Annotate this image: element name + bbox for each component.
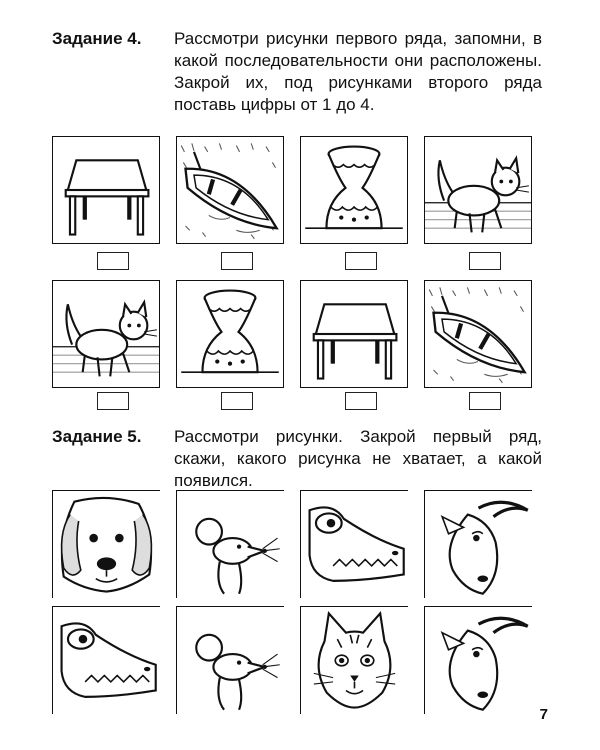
- task5-row1-dog: [52, 490, 160, 598]
- crocodile-icon: [53, 607, 160, 714]
- answer-box[interactable]: [345, 392, 377, 410]
- vase-icon: [177, 281, 283, 387]
- cat-icon: [53, 281, 159, 387]
- task5-row2-goat: [424, 606, 532, 714]
- task4-row1-table: [52, 136, 160, 244]
- answer-box[interactable]: [345, 252, 377, 270]
- task5-row1-goat: [424, 490, 532, 598]
- answer-box[interactable]: [469, 392, 501, 410]
- page-number: 7: [539, 706, 548, 723]
- cat-icon: [425, 137, 531, 243]
- cat-face-icon: [301, 607, 408, 714]
- task-5-label: Задание 5.: [52, 427, 142, 446]
- task5-row1-mouse: [176, 490, 284, 598]
- task4-row1-vase: [300, 136, 408, 244]
- task4-row2-cat: [52, 280, 160, 388]
- task5-row2-cat: [300, 606, 408, 714]
- task5-row2-crocodile: [52, 606, 160, 714]
- mouse-icon: [177, 491, 284, 598]
- task-4-label: Задание 4.: [52, 29, 142, 48]
- table-icon: [301, 281, 407, 387]
- answer-box[interactable]: [221, 252, 253, 270]
- task4-row2-boat: [424, 280, 532, 388]
- task-4-text: Рассмотри рисунки первого ряда, запомни, в какой последовательности они расположены. Закрой их, под рисунками второго ряда поставь цифры от 1 до 4.: [174, 29, 542, 114]
- crocodile-icon: [301, 491, 408, 598]
- table-icon: [53, 137, 159, 243]
- boat-icon: [177, 137, 283, 243]
- task5-row1-crocodile: [300, 490, 408, 598]
- answer-box[interactable]: [469, 252, 501, 270]
- goat-icon: [425, 491, 532, 598]
- mouse-icon: [177, 607, 284, 714]
- task4-row2-vase: [176, 280, 284, 388]
- vase-icon: [301, 137, 407, 243]
- goat-icon: [425, 607, 532, 714]
- answer-box[interactable]: [97, 392, 129, 410]
- task4-row1-cat: [424, 136, 532, 244]
- task-5-text: Рассмотри рисунки. Закрой первый ряд, скажи, какого рисунка не хватает, а какой появился.: [174, 427, 542, 490]
- dog-icon: [53, 491, 160, 598]
- task5-row2-mouse: [176, 606, 284, 714]
- task4-row1-boat: [176, 136, 284, 244]
- task4-row2-table: [300, 280, 408, 388]
- answer-box[interactable]: [97, 252, 129, 270]
- answer-box[interactable]: [221, 392, 253, 410]
- boat-icon: [425, 281, 531, 387]
